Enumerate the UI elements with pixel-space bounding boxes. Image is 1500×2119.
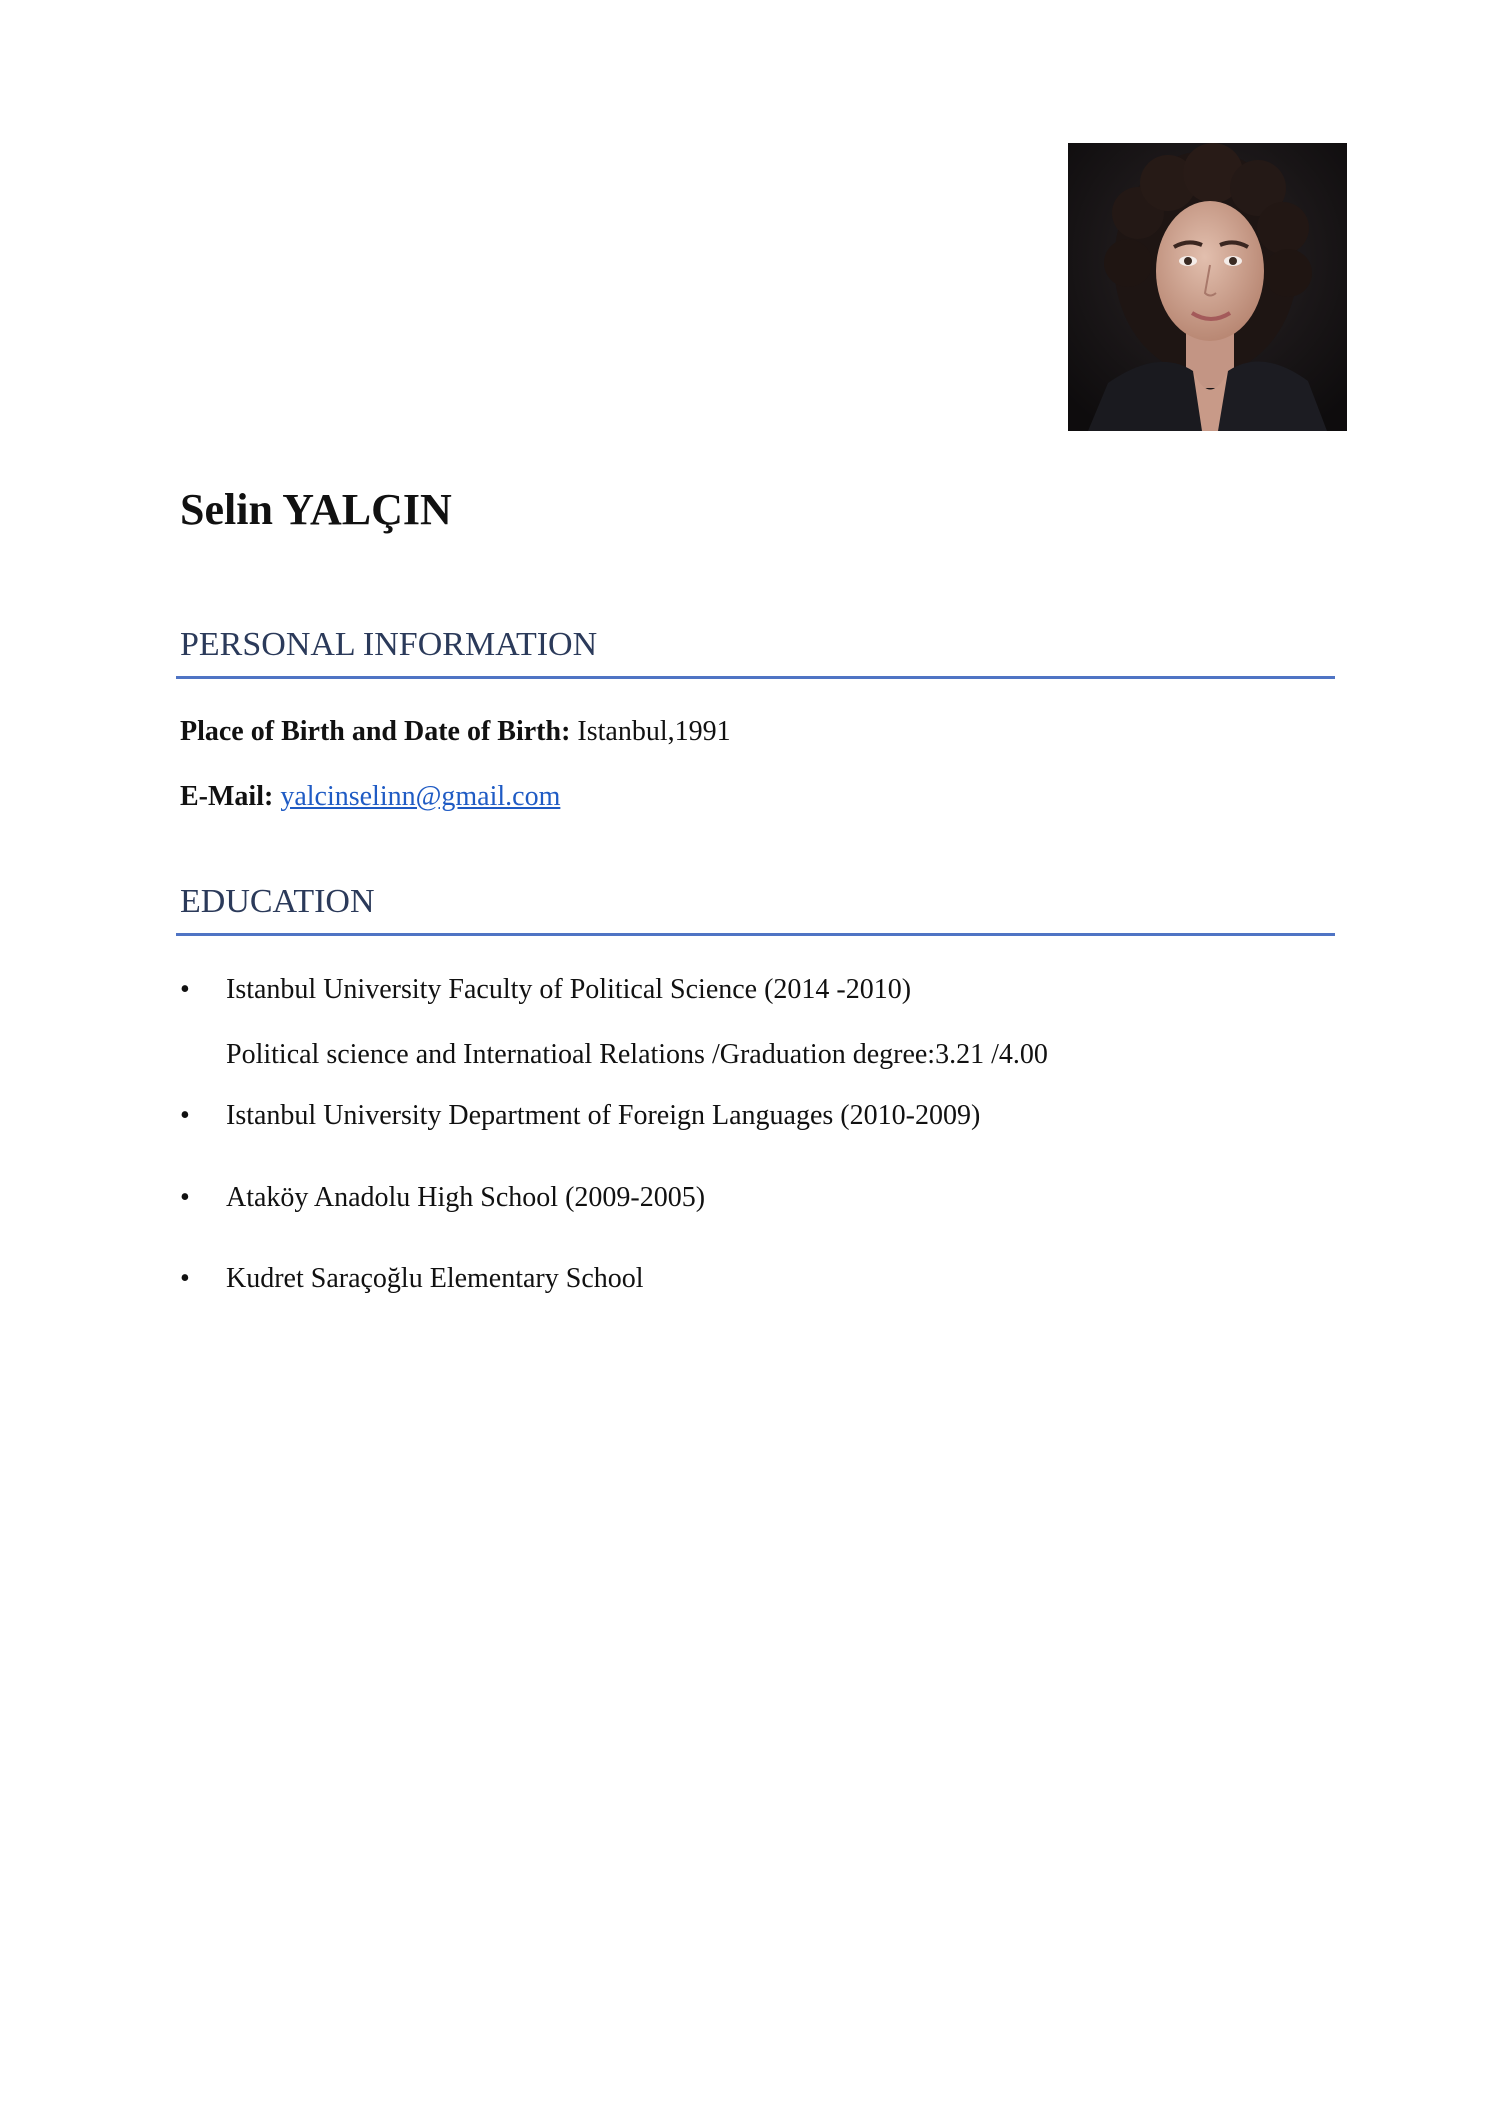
bullet-icon: •: [180, 1100, 190, 1131]
email-label: E-Mail:: [180, 781, 274, 812]
section-divider: [176, 933, 1335, 936]
bullet-icon: •: [180, 974, 190, 1005]
bullet-icon: •: [180, 1263, 190, 1294]
education-item-text: Istanbul University Faculty of Political Science (2014 -2010): [226, 974, 912, 1005]
email-link[interactable]: yalcinselinn@gmail.com: [280, 781, 561, 812]
section-divider: [176, 676, 1335, 679]
birth-info: [180, 718, 731, 746]
education-item-detail: Political science and Internatioal Relations /Graduation degree:3.21 /4.00: [226, 1039, 1048, 1070]
email-info: [180, 783, 560, 811]
candidate-name: Selin YALÇIN: [180, 485, 452, 534]
bullet-icon: •: [180, 1182, 190, 1213]
education-item-text: Kudret Saraçoğlu Elementary School: [226, 1263, 644, 1294]
education-item-text: Istanbul University Department of Foreign Languages (2010-2009): [226, 1100, 981, 1131]
education-item-text: Ataköy Anadolu High School (2009-2005): [226, 1182, 706, 1213]
birth-label: Place of Birth and Date of Birth:: [180, 716, 571, 747]
education-heading: EDUCATION: [180, 883, 375, 920]
portrait-image: [1068, 143, 1347, 431]
birth-value: Istanbul,1991: [577, 716, 731, 747]
personal-information-heading: PERSONAL INFORMATION: [180, 626, 598, 663]
profile-photo: [1068, 143, 1347, 431]
